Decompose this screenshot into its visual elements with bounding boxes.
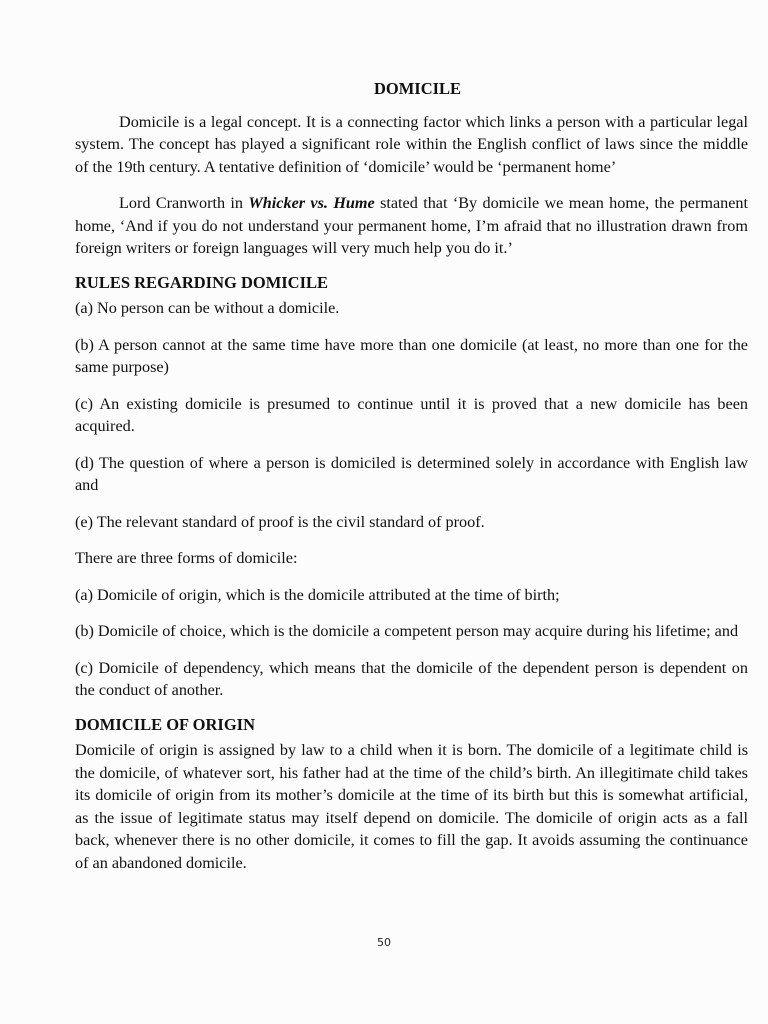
origin-paragraph: Domicile of origin is assigned by law to a child when it is born. The domicile of a legitimate child is the domicile, of whatever sort, his father had at the time of the child’s birth. An illegitimate child takes its domicile of origin from its mother’s domicile at the time of its birth but this is somewhat artificial, as the issue of legitimate status may itself depend on domicile. The domicile of origin acts as a fall back, whenever there is no other domicile, it comes to fill the gap. It avoids assuming the continuance of an abandoned domicile. bbox=[75, 741, 748, 872]
page-number: 50 bbox=[377, 936, 391, 949]
form-item-a: (a) Domicile of origin, which is the domicile attributed at the time of birth; bbox=[75, 585, 560, 604]
intro-paragraph-1: Domicile is a legal concept. It is a connecting factor which links a person with a particular legal system. The concept has played a significant role within the English conflict of laws since the middle of the 19th century. A tentative definition of ‘domicile’ would be ‘permanent home’ bbox=[75, 112, 748, 176]
rule-item-d: (d) The question of where a person is domiciled is determined solely in accordance with English law and bbox=[75, 453, 748, 494]
origin-heading: DOMICILE OF ORIGIN bbox=[75, 714, 255, 734]
rules-heading: RULES REGARDING DOMICILE bbox=[75, 272, 329, 292]
intro-p2-lead-text: Lord Cranworth in bbox=[119, 194, 249, 212]
rule-item-b: (b) A person cannot at the same time have more than one domicile (at least, no more than one for the same purpose) bbox=[75, 335, 748, 376]
rule-item-e: (e) The relevant standard of proof is the civil standard of proof. bbox=[75, 512, 485, 531]
intro-paragraph-2 bbox=[75, 192, 748, 260]
intro-p2-trailing-text: stated that ‘By domicile we mean home, the permanent home, ‘And if you do not understand your permanent home, I’m afraid that no illustration drawn from foreign writers or foreign languages will very much help you do it.’ bbox=[75, 194, 749, 257]
form-item-b: (b) Domicile of choice, which is the domicile a competent person may acquire during his lifetime; and bbox=[75, 622, 739, 640]
rule-item-c: (c) An existing domicile is presumed to continue until it is proved that a new domicile has been acquired. bbox=[75, 394, 748, 435]
rule-item-a: (a) No person can be without a domicile. bbox=[75, 299, 340, 317]
case-name: Whicker vs. Hume bbox=[248, 194, 375, 212]
forms-intro: There are three forms of domicile: bbox=[75, 549, 298, 567]
page-title: DOMICILE bbox=[373, 79, 462, 98]
form-item-c: (c) Domicile of dependency, which means that the domicile of the dependent person is dependent on the conduct of another. bbox=[75, 658, 748, 699]
